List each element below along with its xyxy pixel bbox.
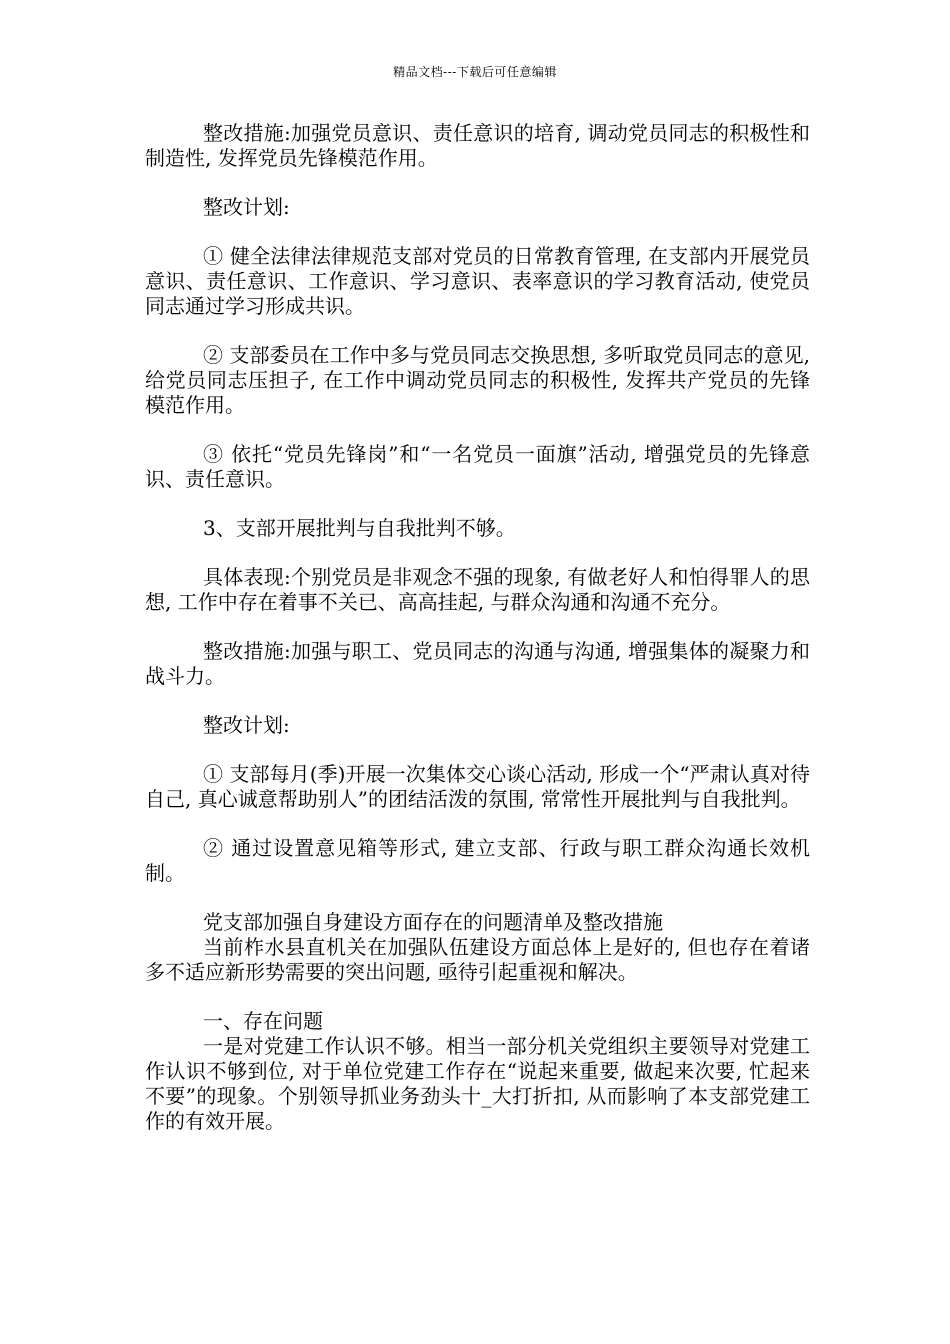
paragraph-plan-item-3: ③ 依托“党员先锋岗”和“一名党员一面旗”活动, 增强党员的先锋意识、责任意识。 bbox=[145, 442, 810, 491]
paragraph-plan-item-1: ① 健全法律法律规范支部对党员的日常教育管理, 在支部内开展党员意识、责任意识、工作意识、学习意识、表率意识的学习教育活动, 使党员同志通过学习形成共识。 bbox=[145, 244, 810, 318]
page-header: 精品文档---下载后可任意编辑 bbox=[393, 65, 557, 79]
paragraph-plan-item-2: ② 支部委员在工作中多与党员同志交换思想, 多听取党员同志的意见, 给党员同志压担子, 在工作中调动党员同志的积极性, 发挥共产党员的先锋模范作用。 bbox=[145, 343, 810, 417]
paragraph-section-3-heading: 3、支部开展批判与自我批判不够。 bbox=[203, 516, 516, 540]
paragraph-measures-2: 整改措施:加强与职工、党员同志的沟通与沟通, 增强集体的凝聚力和战斗力。 bbox=[145, 639, 810, 688]
paragraph-list-title: 党支部加强自身建设方面存在的问题清单及整改措施 bbox=[203, 910, 663, 934]
paragraph-problems-heading: 一、存在问题 bbox=[203, 1009, 323, 1033]
paragraph-plan-item-5: ② 通过设置意见箱等形式, 建立支部、行政与职工群众沟通长效机制。 bbox=[145, 836, 810, 885]
paragraph-plan-item-4: ① 支部每月(季)开展一次集体交心谈心活动, 形成一个“严肃认真对待自己, 真心诚意帮助别人”的团结活泼的氛围, 常常性开展批判与自我批判。 bbox=[145, 762, 810, 811]
paragraph-plan-heading-1: 整改计划: bbox=[203, 195, 290, 219]
paragraph-problem-1: 一是对党建工作认识不够。相当一部分机关党组织主要领导对党建工作认识不够到位, 对于单位党建工作存在“说起来重要, 做起来次要, 忙起来不要”的现象。个别领导抓业务劲头十_大打折扣, 从而影响了本支部党建工作的有效开展。 bbox=[145, 1034, 810, 1133]
paragraph-specific-performance: 具体表现:个别党员是非观念不强的现象, 有做老好人和怕得罪人的思想, 工作中存在着事不关已、高高挂起, 与群众沟通和沟通不充分。 bbox=[145, 565, 810, 614]
paragraph-plan-heading-2: 整改计划: bbox=[203, 713, 290, 737]
document-body bbox=[145, 121, 810, 1134]
paragraph-measures-1: 整改措施:加强党员意识、责任意识的培育, 调动党员同志的积极性和制造性, 发挥党员先锋模范作用。 bbox=[145, 121, 810, 170]
paragraph-intro: 当前柞水县直机关在加强队伍建设方面总体上是好的, 但也存在着诸多不适应新形势需要的突出问题, 亟待引起重视和解决。 bbox=[145, 935, 810, 984]
